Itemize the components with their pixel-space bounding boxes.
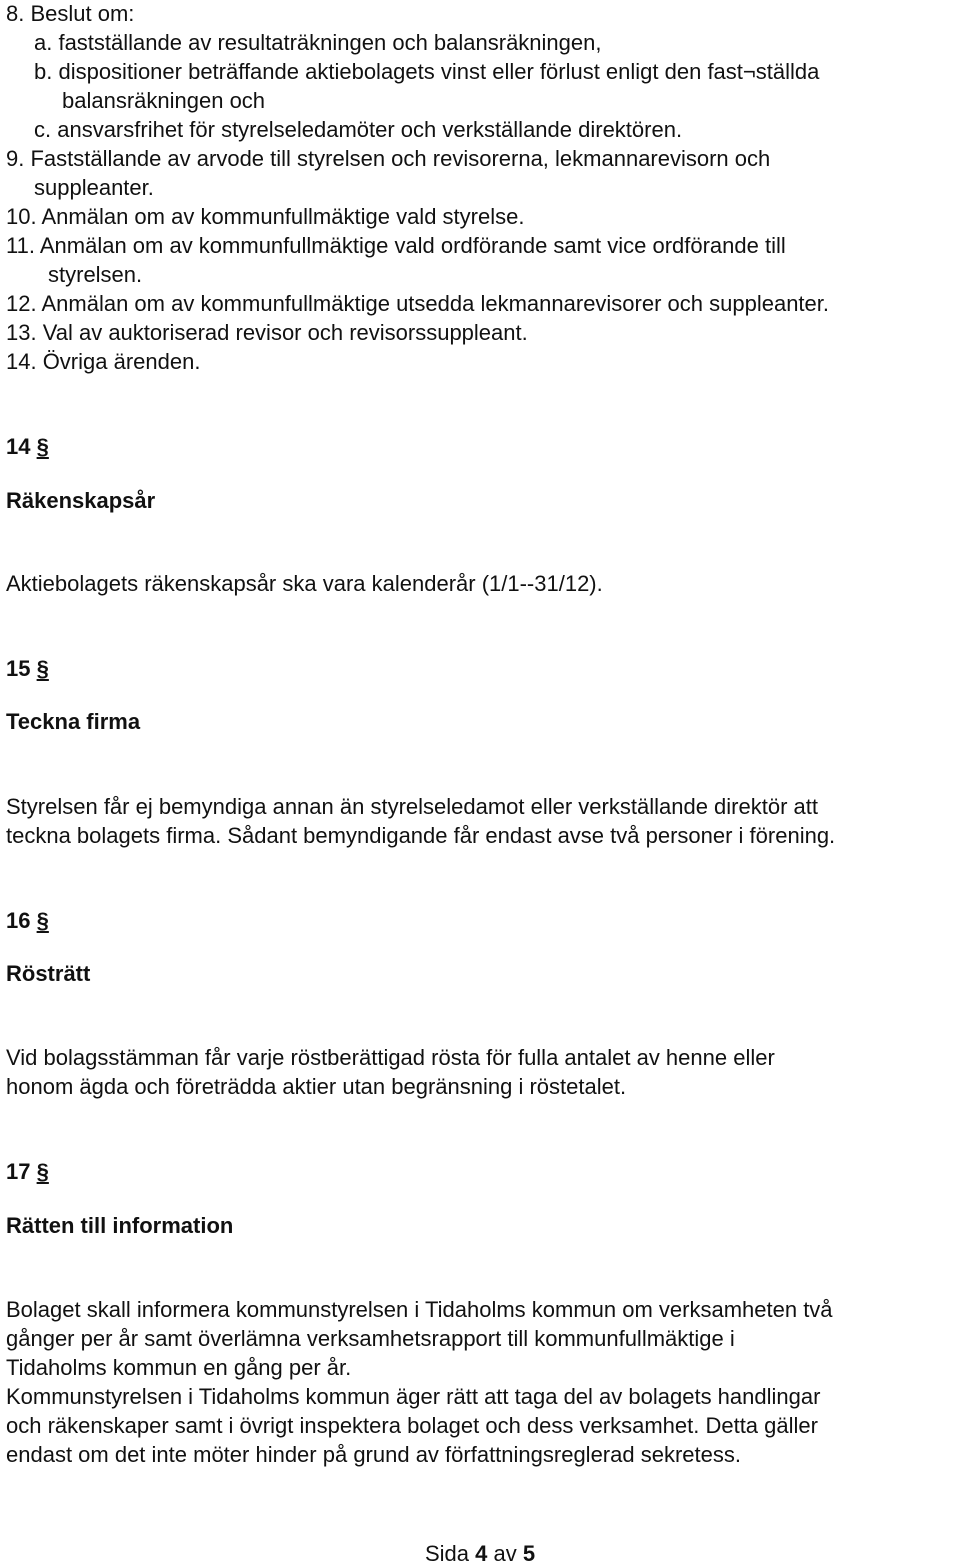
section-text-17-line-2: gånger per år samt överlämna verksamhetsrapport till kommunfullmäktige i <box>6 1326 735 1351</box>
section-text-15-line-2: teckna bolagets firma. Sådant bemyndigande får endast avse två personer i förening. <box>6 823 836 848</box>
section-title-16: Rösträtt <box>6 961 91 986</box>
section-heading-15 <box>6 658 49 680</box>
agenda-item-8: 8. Beslut om: <box>6 1 135 26</box>
agenda-item-12: 12. Anmälan om av kommunfullmäktige utsedda lekmannarevisorer och suppleanter. <box>6 291 830 316</box>
agenda-item-8b: b. dispositioner beträffande aktiebolagets vinst eller förlust enligt den fast¬ställda <box>34 59 820 84</box>
section-text-14-line-1: Aktiebolagets räkenskapsår ska vara kalenderår (1/1--31/12). <box>6 571 603 596</box>
section-number: 15 <box>6 656 31 681</box>
footer-middle: av <box>487 1541 523 1566</box>
section-heading-17 <box>6 1161 49 1183</box>
agenda-item-14: 14. Övriga ärenden. <box>6 349 201 374</box>
agenda-item-11-cont: styrelsen. <box>48 262 143 287</box>
footer-prefix: Sida <box>424 1541 476 1566</box>
section-text-17-line-6: endast om det inte möter hinder på grund av författningsreglerad sekretess. <box>6 1442 741 1467</box>
section-title-15: Teckna firma <box>6 709 141 734</box>
section-title-14: Räkenskapsår <box>6 488 156 513</box>
paragraph-sign: § <box>36 434 49 459</box>
section-text-17-line-4: Kommunstyrelsen i Tidaholms kommun äger rätt att taga del av bolagets handlingar <box>6 1384 821 1409</box>
current-page-number: 4 <box>475 1541 488 1566</box>
agenda-item-10: 10. Anmälan om av kommunfullmäktige vald styrelse. <box>6 204 525 229</box>
section-title-17: Rätten till information <box>6 1213 234 1238</box>
agenda-item-8a: a. fastställande av resultaträkningen och balansräkningen, <box>34 30 602 55</box>
agenda-item-11: 11. Anmälan om av kommunfullmäktige vald ordförande samt vice ordförande till <box>6 233 786 258</box>
paragraph-sign: § <box>36 656 49 681</box>
section-text-16-line-1: Vid bolagsstämman får varje röstberättigad rösta för fulla antalet av henne eller <box>6 1045 775 1070</box>
section-text-17-line-3: Tidaholms kommun en gång per år. <box>6 1355 352 1380</box>
section-number: 16 <box>6 908 31 933</box>
section-text-17-line-5: och räkenskaper samt i övrigt inspektera bolaget och dess verksamhet. Detta gäller <box>6 1413 818 1438</box>
paragraph-sign: § <box>36 908 49 933</box>
section-text-15-line-1: Styrelsen får ej bemyndiga annan än styrelseledamot eller verkställande direktör att <box>6 794 818 819</box>
agenda-item-8c: c. ansvarsfrihet för styrelseledamöter och verkställande direktören. <box>34 117 683 142</box>
agenda-item-8b-cont: balansräkningen och <box>62 88 266 113</box>
agenda-item-9: 9. Fastställande av arvode till styrelsen och revisorerna, lekmannarevisorn och <box>6 146 771 171</box>
section-text-16-line-2: honom ägda och företrädda aktier utan begränsning i röstetalet. <box>6 1074 627 1099</box>
section-heading-14 <box>6 436 49 458</box>
total-page-count: 5 <box>522 1541 536 1566</box>
paragraph-sign: § <box>36 1159 49 1184</box>
section-number: 17 <box>6 1159 31 1184</box>
agenda-item-13: 13. Val av auktoriserad revisor och revisorssuppleant. <box>6 320 528 345</box>
page-footer <box>0 1543 960 1565</box>
agenda-item-9-cont: suppleanter. <box>34 175 154 200</box>
section-heading-16 <box>6 910 49 932</box>
section-number: 14 <box>6 434 31 459</box>
section-text-17-line-1: Bolaget skall informera kommunstyrelsen i Tidaholms kommun om verksamheten två <box>6 1297 833 1322</box>
